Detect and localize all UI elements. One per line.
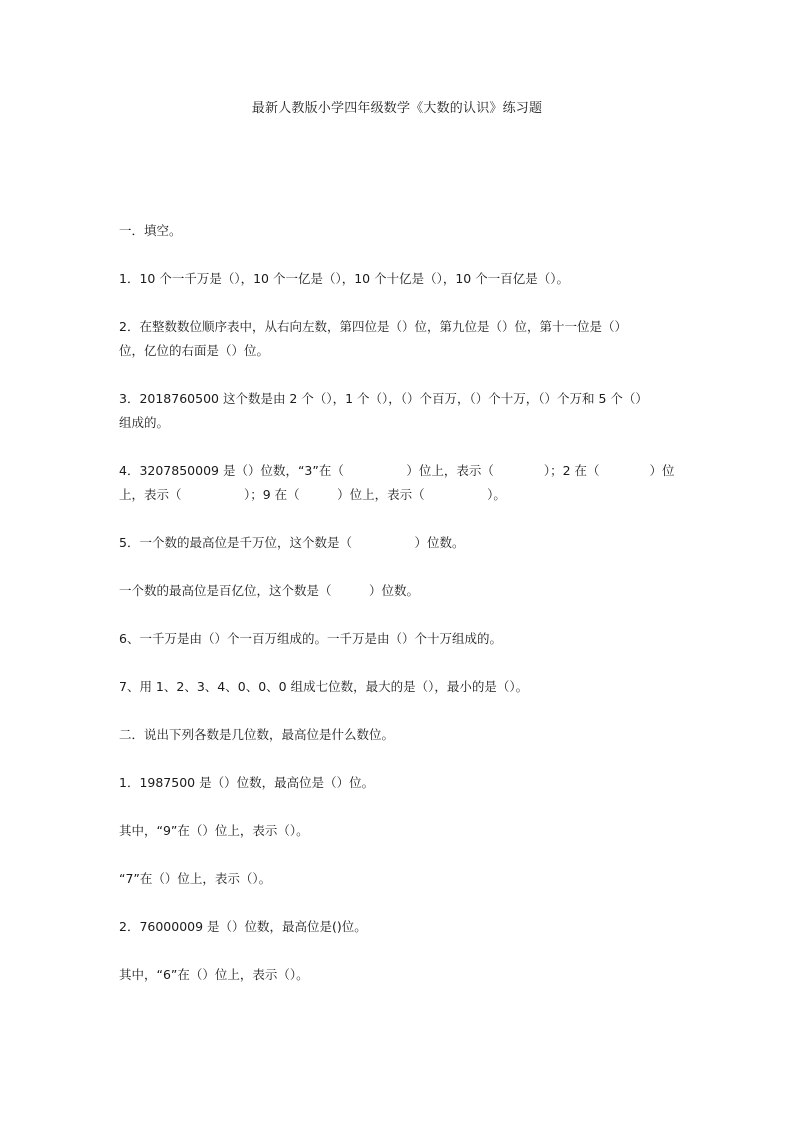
question-6: 6、一千万是由（）个一百万组成的。一千万是由（）个十万组成的。 [119, 631, 502, 646]
question-1: 1．10 个一千万是（），10 个一亿是（），10 个十亿是（），10 个一百亿是（）。 [119, 271, 569, 286]
question-3-line-1: 3．2018760500 这个数是由 2 个（），1 个（），（）个百万，（）个十万，（）个万和 5 个（） [119, 391, 648, 406]
part-2-question-1-sub-2: “7”在（）位上，表示（）。 [119, 871, 272, 886]
part-2-question-2: 2．76000009 是（）位数，最高位是()位。 [119, 919, 367, 934]
document-title: 最新人教版小学四年级数学《大数的认识》练习题 [251, 101, 543, 116]
section-heading-place-value: 二．说出下列各数是几位数，最高位是什么数位。 [119, 727, 395, 742]
question-2-line-2: 位，亿位的右面是（）位。 [119, 343, 270, 358]
part-2-question-1: 1．1987500 是（）位数，最高位是（）位。 [119, 775, 375, 790]
part-2-question-1-sub-1: 其中，“9”在（）位上，表示（）。 [119, 823, 309, 838]
section-heading-fill-blank: 一．填空。 [119, 223, 182, 238]
question-2-line-1: 2．在整数数位顺序表中，从右向左数，第四位是（）位，第九位是（）位，第十一位是（） [119, 319, 627, 334]
question-5-line-2: 一个数的最高位是百亿位，这个数是（ ）位数。 [119, 583, 420, 598]
question-5-line-1: 5．一个数的最高位是千万位，这个数是（ ）位数。 [119, 535, 465, 550]
question-7: 7、用 1、2、3、4、0、0、0 组成七位数，最大的是（），最小的是（）。 [119, 679, 529, 694]
question-4-line-2: 上，表示（ ）；9 在（ ）位上，表示（ ）。 [119, 487, 506, 502]
part-2-question-2-sub-1: 其中，“6”在（）位上，表示（）。 [119, 967, 309, 982]
question-3-line-2: 组成的。 [119, 415, 170, 430]
question-4-line-1: 4．3207850009 是（）位数，“3”在（ ）位上，表示（ ）；2 在（ ）位 [119, 463, 675, 478]
